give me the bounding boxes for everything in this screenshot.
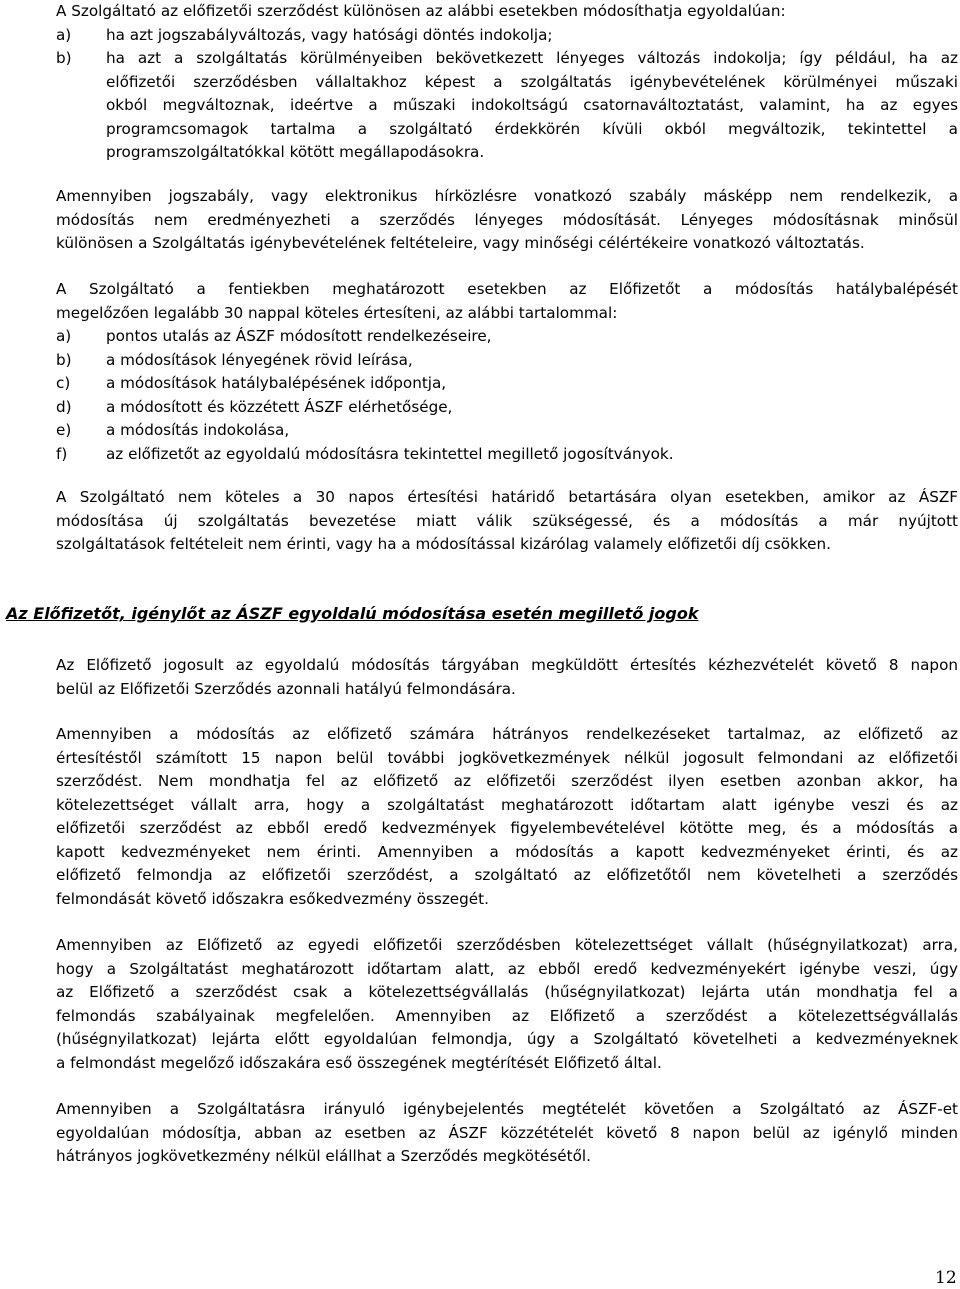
list-label: e) [56, 421, 72, 439]
list-item-b [56, 47, 958, 71]
text-line: a felmondást megelőző időszakára eső összegének megtérítését Előfizető által. [56, 1053, 662, 1072]
paragraph-applicant-withdrawal [56, 1098, 958, 1169]
text-line: különösen a Szolgáltatás igénybevételének feltételeire, vagy minőségi célértékeire vonatkozó változtatás. [56, 234, 865, 252]
list-label: a) [56, 327, 72, 345]
list-text: ha azt jogszabályváltozás, vagy hatósági döntés indokolja; [106, 25, 553, 44]
text-line: az Előfizető a szerződést csak a kötelezettségvállalás (hűségnyilatkozat) lejárta után mondhatja fel a [56, 983, 958, 1001]
text-line: előfizetői szerződésben vállaltakhoz képest a szolgáltatás igénybevételének körülményei műszaki [106, 72, 958, 91]
list-item-f [56, 443, 958, 467]
list-text: a módosítások hatálybalépésének időpontja, [106, 374, 447, 392]
text-line: előfizető felmondja az előfizetői szerződést, a szolgáltató az előfizetőtől nem követelheti a szerződés [56, 866, 958, 884]
paragraph-modification-cases [56, 0, 958, 165]
text-line: módosítás nem eredményezheti a szerződés lényeges módosítását. Lényeges módosításnak minősül [56, 210, 958, 229]
text-line: A Szolgáltató nem köteles a 30 napos értesítési határidő betartására olyan esetekben, amikor az ÁSZF [56, 488, 958, 506]
page-number: 12 [935, 1268, 957, 1288]
text-line: Amennyiben a módosítás az előfizető számára hátrányos rendelkezéseket tartalmaz, az előfizető az [56, 725, 958, 743]
list-text: pontos utalás az ÁSZF módosított rendelkezéseire, [106, 327, 492, 345]
text-line: értesítéstől számított 15 napon belül további jogkövetkezmények nélkül jogosult felmondani az előfizetői [56, 748, 958, 767]
text-line: (hűségnyilatkozat) lejárta előtt egyoldalúan felmondja, úgy a Szolgáltató követelheti a kedvezményeknek [56, 1030, 958, 1048]
paragraph-exception [56, 486, 958, 557]
list-text: a módosítások lényegének rövid leírása, [106, 350, 413, 369]
list-label: b) [56, 49, 72, 67]
paragraph-notification [56, 278, 958, 466]
section-heading: Az Előfizetőt, igénylőt az ÁSZF egyoldalú módosítása esetén megillető jogok [6, 604, 699, 623]
list-item-e [56, 419, 958, 443]
paragraph-disadvantageous-change [56, 723, 958, 911]
list-item-a [56, 24, 958, 48]
list-label: c) [56, 374, 71, 392]
text-line: Amennyiben az Előfizető az egyedi előfizetői szerződésben kötelezettséget vállalt (hűségnyilatkozat) arra, [56, 936, 958, 954]
list-item-d [56, 396, 958, 420]
list-text: ha azt a szolgáltatás körülményeiben bekövetkezett lényeges változás indokolja; így például, ha az [106, 49, 958, 67]
text-line: felmondását követő időszakra esőkedvezmény összegét. [56, 889, 489, 908]
list-item-a [56, 325, 958, 349]
text-line: programszolgáltatókkal kötött megállapodásokra. [106, 143, 485, 161]
text-line: kapott kedvezményeket nem érinti. Amennyiben a módosítás a kapott kedvezményeket érinti, és az [56, 842, 958, 861]
text-line: programcsomagok tartalma a szolgáltató érdekkörén kívüli okból megváltozik, tekintettel a [106, 119, 958, 138]
list-label: f) [56, 444, 68, 463]
text-line: hátrányos jogkövetkezmény nélkül elállhat a Szerződés megkötésétől. [56, 1147, 591, 1165]
list-text: az előfizetőt az egyoldalú módosításra tekintettel megillető jogosítványok. [106, 444, 674, 463]
text-line: előfizetői szerződést az ebből eredő kedvezmények figyelembevételével kötötte meg, és a módosítás a [56, 819, 958, 837]
list-item-c [56, 372, 958, 396]
list-label: a) [56, 25, 72, 44]
text-line: belül az Előfizetői Szerződés azonnali hatályú felmondására. [56, 679, 516, 698]
paragraph-legal-note [56, 185, 958, 256]
text-line: Amennyiben jogszabály, vagy elektronikus hírközlésre vonatkozó szabály másképp nem rendelkezik, a [56, 187, 958, 205]
text-line: kötelezettséget vállalt arra, hogy a szolgáltatást meghatározott időtartam alatt igénybe veszi és az [56, 795, 958, 814]
list-item-b [56, 349, 958, 373]
text-line: szolgáltatások feltételeit nem érinti, vagy ha a módosítással kizárólag valamely előfizetői díj csökken. [56, 535, 831, 553]
text-line: hogy a Szolgáltatást meghatározott időtartam alatt, az ebből eredő kedvezményekért igénybe veszi, úgy [56, 959, 958, 978]
list-label: d) [56, 397, 72, 416]
text-line: okból megváltoznak, ideértve a műszaki indokoltságú csatornaváltoztatást, valamint, ha az egyes [106, 96, 958, 114]
text-line: egyoldalúan módosítja, abban az esetben az ÁSZF közzétételét követő 8 napon belül az igénylő minden [56, 1123, 958, 1142]
paragraph-intro: A Szolgáltató az előfizetői szerződést különösen az alábbi esetekben módosíthatja egyoldalúan: [56, 2, 786, 20]
text-line: A Szolgáltató a fentiekben meghatározott esetekben az Előfizetőt a módosítás hatálybalépését [56, 280, 958, 298]
text-line: szerződést. Nem mondhatja fel az előfizető az előfizetői szerződést ilyen esetben azonban akkor, ha [56, 772, 958, 790]
text-line: megelőzően legalább 30 nappal köteles értesíteni, az alábbi tartalommal: [56, 303, 618, 322]
paragraph-loyalty-commitment [56, 934, 958, 1075]
paragraph-termination-right [56, 654, 958, 701]
list-text: a módosított és közzétett ÁSZF elérhetősége, [106, 397, 453, 416]
text-line: módosítása új szolgáltatás bevezetése miatt válik szükségessé, és a módosítás a már nyújtott [56, 511, 958, 530]
text-line: Amennyiben a Szolgáltatásra irányuló igénybejelentés megtételét követően a Szolgáltató az ÁSZF-et [56, 1100, 958, 1118]
list-text: a módosítás indokolása, [106, 421, 290, 439]
list-label: b) [56, 350, 72, 369]
text-line: felmondás szabályainak megfelelően. Amennyiben az Előfizető a szerződést a kötelezettségvállalás [56, 1006, 958, 1025]
text-line: Az Előfizető jogosult az egyoldalú módosítás tárgyában megküldött értesítés kézhezvételét követő 8 napon [56, 656, 958, 674]
